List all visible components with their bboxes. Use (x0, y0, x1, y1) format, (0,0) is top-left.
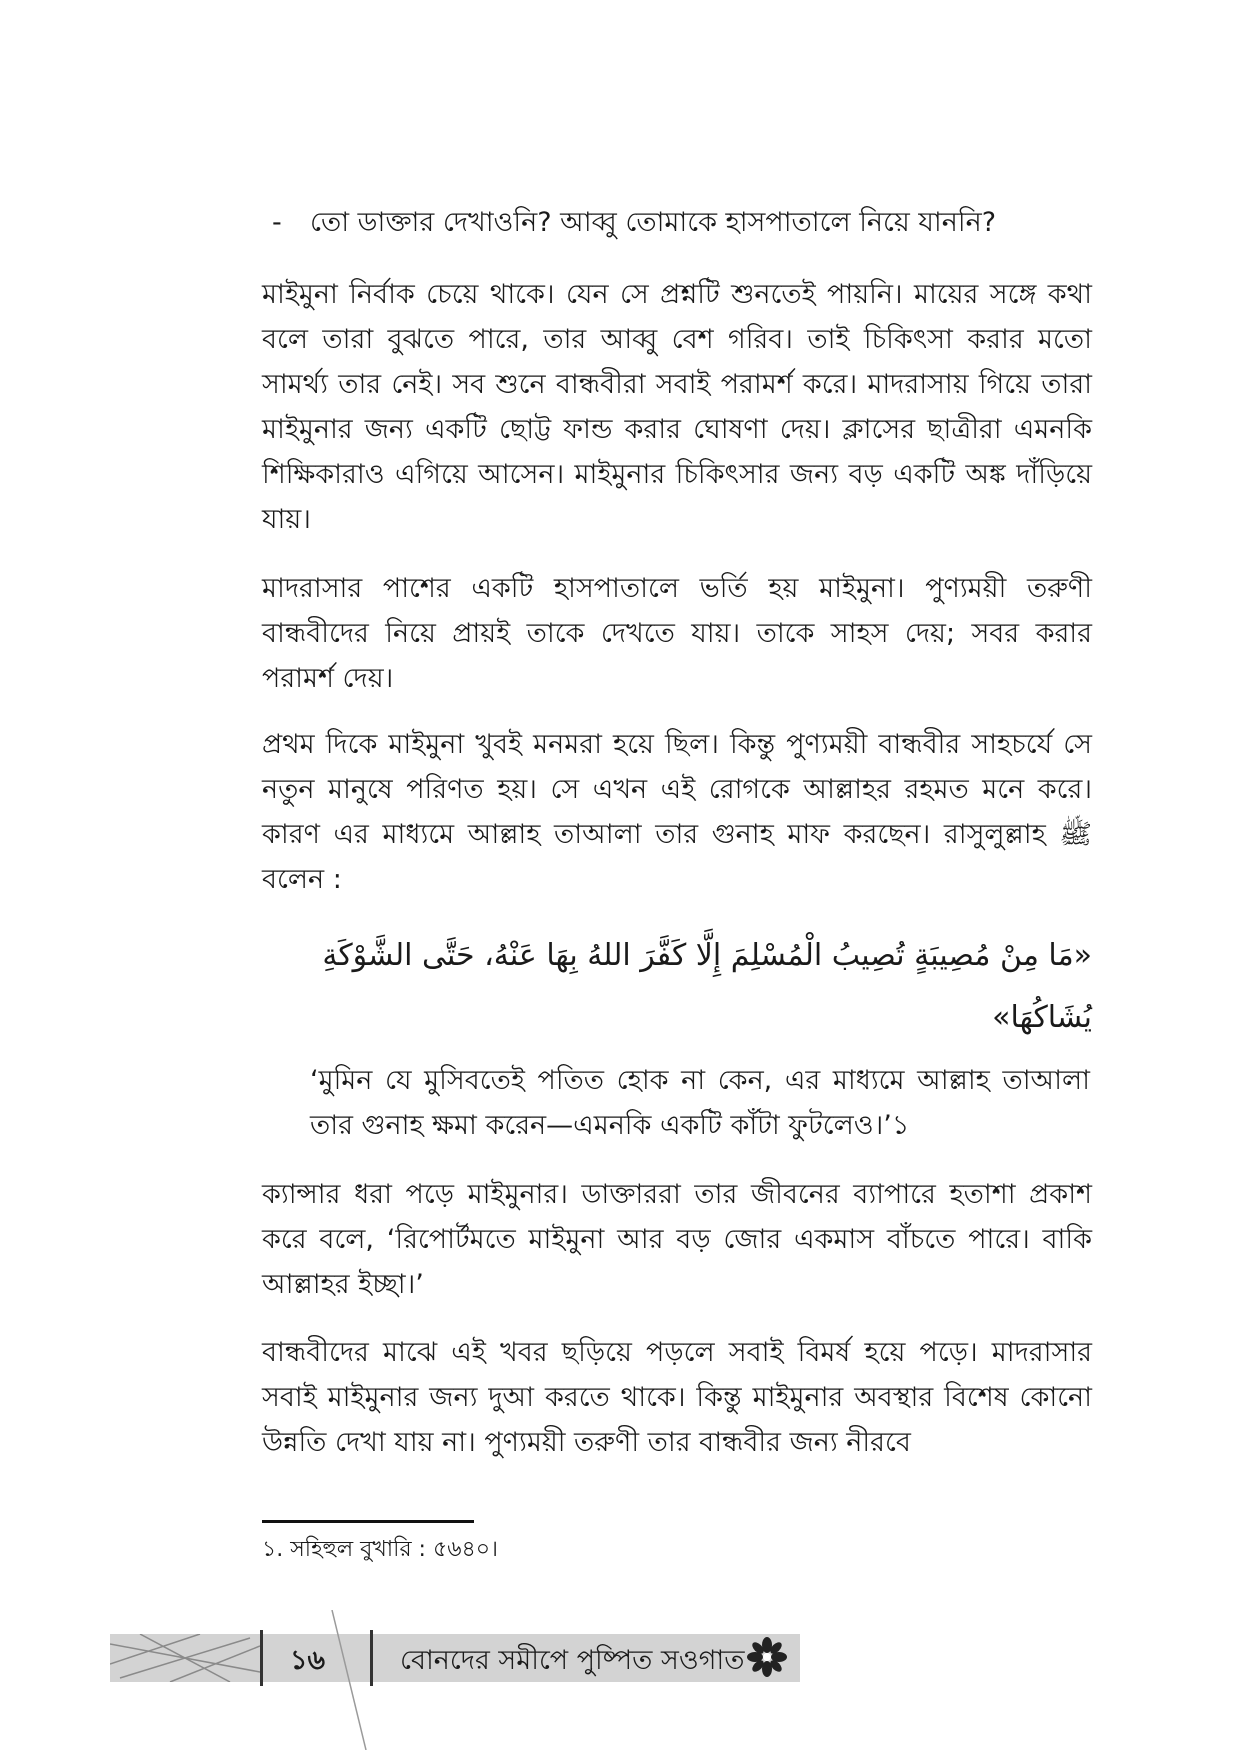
paragraph-1: মাইমুনা নির্বাক চেয়ে থাকে। যেন সে প্রশ্নটি শুনতেই পায়নি। মায়ের সঙ্গে কথা বলে তারা বুঝতে পারে, তার আব্বু বেশ গরিব। তাই চিকিৎসা করার মতো সামর্থ্য তার নেই। সব শুনে বান্ধবীরা সবাই পরামর্শ করে। মাদরাসায় গিয়ে তারা মাইমুনার জন্য একটি ছোট্ট ফান্ড করার ঘোষণা দেয়। ক্লাসের ছাত্রীরা এমনকি শিক্ষিকারাও এগিয়ে আসেন। মাইমুনার চিকিৎসার জন্য বড় একটি অঙ্ক দাঁড়িয়ে যায়। (262, 279, 1092, 535)
footnote: ১. সহিহুল বুখারি : ৫৬৪০। (262, 1537, 498, 1562)
footnote-divider (262, 1520, 474, 1523)
paragraph-5: বান্ধবীদের মাঝে এই খবর ছড়িয়ে পড়লে সবাই বিমর্ষ হয়ে পড়ে। মাদরাসার সবাই মাইমুনার জন্য দুআ করতে থাকে। কিন্তু মাইমুনার অবস্থার বিশেষ কোনো উন্নতি দেখা যায় না। পুণ্যময়ী তরুণী তার বান্ধবীর জন্য নীরবে (262, 1337, 1092, 1458)
flower-ornament-icon (746, 1636, 788, 1678)
footer-separator (260, 1630, 263, 1686)
arabic-hadith: «مَا مِنْ مُصِيبَةٍ تُصِيبُ الْمُسْلِمَ إِلَّا كَفَّرَ اللهُ بِهَا عَنْهُ، حَتَّى الشَّوْكَةِ يُشَاكُهَا» (322, 938, 1092, 1035)
book-title: বোনদের সমীপে পুষ্পিত সওগাত (400, 1645, 745, 1676)
decorative-slash-icon (330, 1610, 370, 1750)
paragraph-2: মাদরাসার পাশের একটি হাসপাতালে ভর্তি হয় মাইমুনা। পুণ্যময়ী তরুণী বান্ধবীদের নিয়ে প্রায়ই তাকে দেখতে যায়। তাকে সাহস দেয়; সবর করার পরামর্শ দেয়। (262, 573, 1092, 694)
dialog-line (272, 200, 1090, 245)
dialog-dash: - (272, 207, 282, 238)
hadith-translation: ‘মুমিন যে মুসিবতেই পতিত হোক না কেন, এর মাধ্যমে আল্লাহ তাআলা তার গুনাহ ক্ষমা করেন—এমনকি একটি কাঁটা ফুটলেও।’১ (310, 1065, 1090, 1141)
paragraph-4: ক্যান্সার ধরা পড়ে মাইমুনার। ডাক্তাররা তার জীবনের ব্যাপারে হতাশা প্রকাশ করে বলে, ‘রিপোর্টমতে মাইমুনা আর বড় জোর একমাস বাঁচতে পারে। বাকি আল্লাহর ইচ্ছা।’ (262, 1179, 1092, 1300)
dialog-text: তো ডাক্তার দেখাওনি? আব্বু তোমাকে হাসপাতালে নিয়ে যাননি? (310, 207, 997, 238)
page-number: ১৬ (290, 1645, 326, 1676)
paragraph-3: প্রথম দিকে মাইমুনা খুবই মনমরা হয়ে ছিল। কিন্তু পুণ্যময়ী বান্ধবীর সাহচর্যে সে নতুন মানুষে পরিণত হয়। সে এখন এই রোগকে আল্লাহর রহমত মনে করে। কারণ এর মাধ্যমে আল্লাহ তাআলা তার গুনাহ মাফ করছেন। রাসুলুল্লাহ ﷺ বলেন : (262, 729, 1092, 895)
footer-separator (370, 1630, 373, 1686)
decorative-lines-icon (110, 1634, 260, 1682)
